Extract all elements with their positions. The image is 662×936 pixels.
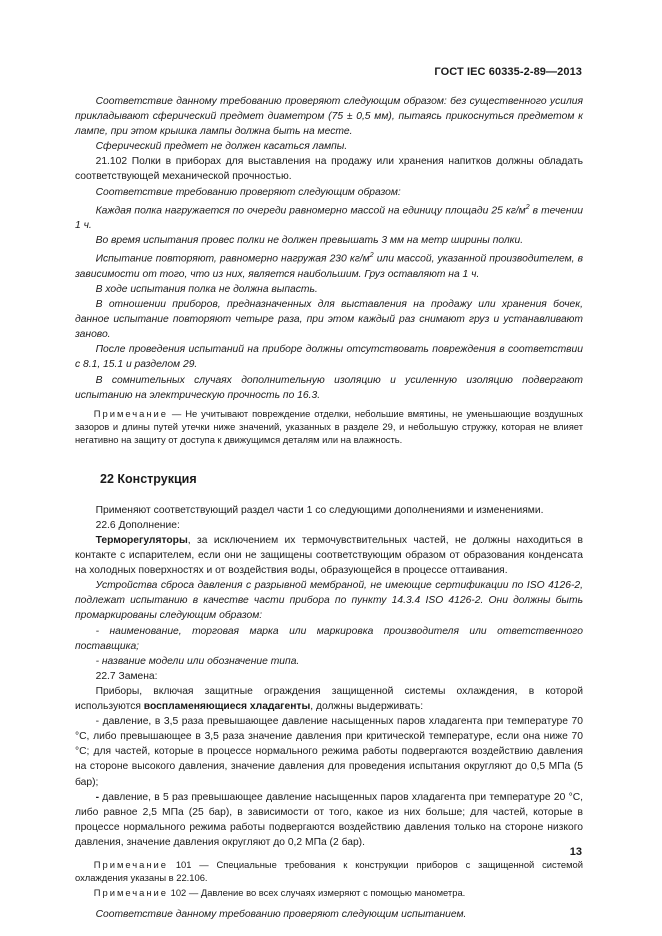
- paragraph: [75, 518, 583, 533]
- paragraph-text: Применяют соответствующий раздел части 1 со следующими дополнениями и изменениями.: [95, 504, 544, 516]
- paragraph: [75, 342, 583, 372]
- paragraph: [75, 578, 583, 623]
- paragraph-text: В сомнительных случаях дополнительную изоляцию и усиленную изоляцию подвергают испытанию на электрическую прочность по 16.3.: [75, 374, 583, 401]
- paragraph: [75, 94, 583, 139]
- note: [75, 407, 583, 446]
- paragraph-text: В отношении приборов, предназначенных для выставления на продажу или хранения бочек, данное испытание повторяют четыре раза, при этом каждый раз снимают груз и устанавливают заново.: [75, 299, 583, 341]
- paragraph: [75, 624, 583, 654]
- paragraph: [75, 282, 583, 297]
- paragraph: [75, 297, 583, 342]
- paragraph: [75, 714, 583, 789]
- note: [75, 858, 583, 884]
- note-text: 101 — Специальные требования к конструкции приборов с защищенной системой охлаждения указаны в 22.106.: [75, 858, 583, 883]
- paragraph-text: - давление, в 3,5 раза превышающее давление насыщенных паров хладагента при температуре 70 °С, либо превышающее в 3,5 раза значение давления при критической температуре, если она ниже 70 °С; для частей, которые в процессе нормального режима работы подвергаются воздействию давления на стороне высокого давления, значение давления для проведения испытания округляют до 0,5 МПа (5 бар);: [75, 716, 583, 788]
- note-text: 102 — Давление во всех случаях измеряют с помощью манометра.: [168, 886, 466, 898]
- standard-number: ГОСТ IEC 60335-2-89—2013: [434, 66, 582, 78]
- term-bold: Терморегуляторы: [95, 535, 188, 546]
- paragraph-text: , должны выдерживать:: [310, 701, 424, 713]
- paragraph-text: Сферический предмет не должен касаться лампы.: [95, 141, 348, 153]
- paragraph-text: давление, в 5 раз превышающее давление насыщенных паров хладагента при температуре 20 °С, либо равное 2,5 МПа (25 бар), в зависимости от того, какое из них больше; для частей, которые в процессе нормального режима работы подвергаются воздействию давления только на стороне низкого давления, значение давления округляют до 0,2 МПа (2 бар).: [75, 791, 583, 848]
- paragraph: [75, 139, 583, 154]
- paragraph-text: в течении 1 ч.: [75, 205, 583, 232]
- paragraph: [75, 373, 583, 403]
- paragraph-text: 22.6 Дополнение:: [95, 519, 180, 531]
- paragraph-text: Соответствие требованию проверяют следующим образом:: [95, 186, 401, 198]
- note-label: Примечание: [93, 407, 169, 419]
- paragraph-text: Испытание повторяют, равномерно нагружая 230 кг/м: [95, 253, 370, 265]
- paragraph-text: Каждая полка нагружается по очереди равномерно массой на единицу площади 25 кг/м: [95, 205, 526, 217]
- paragraph-text: Соответствие данному требованию проверяют следующим испытанием.: [95, 908, 467, 920]
- superscript: 2: [369, 252, 374, 260]
- paragraph: [75, 503, 583, 518]
- paragraph: [75, 248, 583, 282]
- superscript: 2: [525, 203, 530, 211]
- paragraph: [75, 185, 583, 200]
- paragraph-text: , за исключением их термочувствительных частей, не должны находиться в контакте с испарителем, если они не защищены соответствующим образом от образования конденсата на холодных поверхностях и от воздействия воды, образующейся в процессе оттаивания.: [75, 535, 583, 577]
- page-number: 13: [569, 846, 582, 858]
- dash-bold: -: [95, 791, 100, 803]
- paragraph-text: Приборы, включая защитные ограждения защищенной системы охлаждения, в которой используются: [75, 685, 583, 713]
- note-label: Примечание: [93, 858, 169, 870]
- section-heading: [75, 472, 583, 487]
- paragraph-text: или массой, указанной производителем, в зависимости от того, что из них, является наибольшим. Груз оставляют на 1 ч.: [75, 253, 583, 280]
- paragraph-text: После проведения испытаний на приборе должны отсутствовать повреждения в соответствии с 8.1, 15.1 и разделом 29.: [75, 344, 583, 371]
- paragraph: [75, 684, 583, 714]
- paragraph-text: 22.7 Замена:: [95, 670, 158, 682]
- document-body: [75, 94, 583, 922]
- paragraph-text: - наименование, торговая марка или маркировка производителя или ответственного поставщика;: [75, 625, 583, 652]
- paragraph: [75, 669, 583, 684]
- paragraph-text: Соответствие данному требованию проверяют следующим образом: без существенного усилия прикладывают сферический предмет диаметром (75 ± 0,5 мм), пытаясь прикоснуться предметом к лампе, при этом крышка лампы должна быть на месте.: [75, 96, 583, 138]
- note: [75, 886, 583, 899]
- paragraph: [75, 654, 583, 669]
- paragraph: [75, 790, 583, 850]
- paragraph: [75, 533, 583, 578]
- paragraph-text: Во время испытания провес полки не должен превышать 3 мм на метр ширины полки.: [95, 235, 524, 247]
- paragraph-text: 21.102 Полки в приборах для выставления на продажу или хранения напитков должны обладать соответствующей механической прочностью.: [75, 156, 583, 183]
- paragraph: [75, 233, 583, 248]
- paragraph-text: Устройства сброса давления с разрывной мембраной, не имеющие сертификации по ISO 4126-2, подлежат испытанию в качестве части прибора по пункту 14.3.4 ISO 4126-2. Они должны быть промаркированы следующим образом:: [75, 580, 583, 622]
- paragraph-text: В ходе испытания полка не должна выпасть.: [95, 283, 318, 295]
- note-text: — Не учитывают повреждение отделки, небольшие вмятины, не уменьшающие воздушных зазоров и длины путей утечки ниже значений, указанных в разделе 29, и небольшую стружку, которая не влияет негативно на защиту от доступа к движущимся деталям или на влажность.: [75, 407, 583, 445]
- paragraph: [75, 154, 583, 184]
- note-label: Примечание: [93, 886, 169, 898]
- paragraph: [75, 200, 583, 234]
- paragraph-text: - название модели или обозначение типа.: [95, 655, 300, 667]
- term-bold: воспламеняющиеся хладагенты: [143, 701, 311, 713]
- heading-text: 22 Конструкция: [100, 471, 197, 486]
- paragraph: [75, 907, 583, 922]
